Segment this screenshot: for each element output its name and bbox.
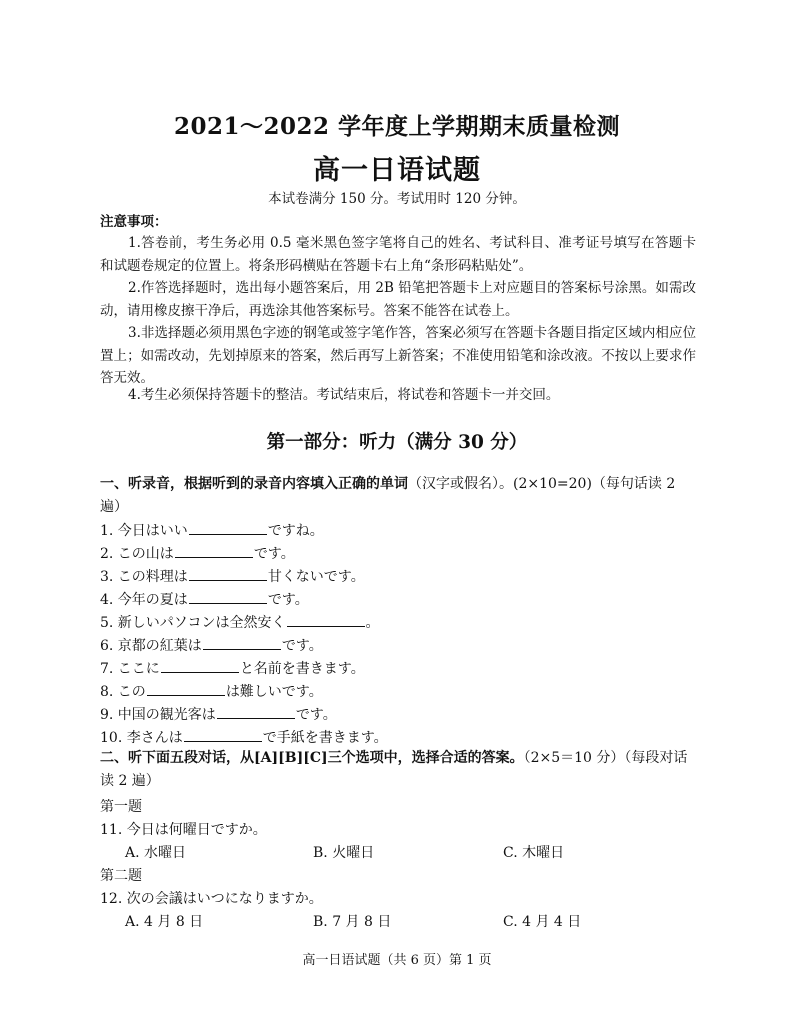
question-suffix: で手紙を書きます。	[262, 730, 388, 746]
option-b[interactable]: B. 7 月 8 日	[313, 914, 392, 930]
fill-question	[100, 566, 365, 586]
question-prefix: 6. 京都の紅葉は	[100, 638, 202, 654]
question-prefix: 1. 今日はいい	[100, 523, 188, 539]
option-b[interactable]: B. 火曜日	[313, 845, 375, 861]
question-suffix: 甘くないです。	[267, 569, 365, 585]
option-a[interactable]: A. 水曜日	[125, 845, 187, 861]
answer-blank[interactable]	[147, 682, 225, 696]
question-suffix: 。	[365, 615, 380, 631]
note-item-2: 2.作答选择题时，选出每小题答案后，用 2B 铅笔把答题卡上对应题目的答案标号涂黑。如需改动，请用橡皮擦干净后，再选涂其他答案标号。答案不能答在试卷上。	[100, 280, 696, 319]
exam-title: 2021～2022 学年度上学期期末质量检测	[173, 113, 621, 140]
section1-heading	[100, 473, 698, 519]
fill-question	[100, 543, 295, 563]
section2-heading-note: （2×5＝10 分）（每段对话读 2 遍）	[100, 750, 688, 789]
note-item-4: 4.考生必须保持答题卡的整洁。考试结束后，将试卷和答题卡一并交回。	[128, 387, 560, 403]
section2-heading	[100, 747, 698, 793]
answer-blank[interactable]	[217, 705, 295, 719]
fill-question	[100, 704, 337, 724]
question-suffix: ですね。	[267, 523, 324, 539]
mc-question: 11. 今日は何曜日ですか。	[100, 822, 267, 838]
section2-heading-bold: 二、听下面五段对话，从[A][B][C]三个选项中，选择合适的答案。	[100, 750, 524, 766]
dialogue-label: 第二题	[100, 868, 142, 884]
question-prefix: 3. この料理は	[100, 569, 188, 585]
answer-blank[interactable]	[189, 521, 267, 535]
exam-summary: 本试卷满分 150 分。考试用时 120 分钟。	[268, 191, 526, 207]
answer-blank[interactable]	[203, 636, 281, 650]
answer-blank[interactable]	[184, 728, 262, 742]
fill-question	[100, 727, 388, 747]
fill-question	[100, 589, 309, 609]
note-item-3: 3.非选择题必须用黑色字迹的钢笔或签字笔作答，答案必须写在答题卡各题目指定区域内相应位置上；如需改动，先划掉原来的答案，然后再写上新答案；不准使用铅笔和涂改液。不按以上要求作答无效。	[100, 325, 696, 387]
question-suffix: と名前を書きます。	[239, 661, 365, 677]
fill-question	[100, 612, 380, 632]
fill-question	[100, 520, 324, 540]
question-prefix: 2. この山は	[100, 546, 174, 562]
mc-question: 12. 次の会議はいつになりますか。	[100, 891, 323, 907]
question-prefix: 5. 新しいパソコンは全然安く	[100, 615, 286, 631]
option-c[interactable]: C. 木曜日	[503, 845, 565, 861]
question-prefix: 4. 今年の夏は	[100, 592, 188, 608]
question-suffix: です。	[267, 592, 309, 608]
question-suffix: です。	[281, 638, 323, 654]
option-c[interactable]: C. 4 月 4 日	[503, 914, 582, 930]
part1-title: 第一部分：听力（满分 30 分）	[266, 432, 528, 453]
question-prefix: 7. ここに	[100, 661, 160, 677]
note-item-1: 1.答卷前，考生务必用 0.5 毫米黑色签字笔将自己的姓名、考试科目、准考证号填写在答题卡和试题卷规定的位置上。将条形码横贴在答题卡右上角“条形码粘贴处”。	[100, 235, 696, 274]
fill-question	[100, 658, 365, 678]
section1-heading-note: （汉字或假名）。(2×10=20)（每句话读 2 遍）	[100, 476, 676, 515]
fill-question	[100, 681, 323, 701]
fill-question	[100, 635, 323, 655]
section1-heading-bold: 一、听录音，根据听到的录音内容填入正确的单词	[100, 476, 408, 492]
answer-blank[interactable]	[189, 590, 267, 604]
answer-blank[interactable]	[287, 613, 365, 627]
answer-blank[interactable]	[161, 659, 239, 673]
question-suffix: です。	[253, 546, 295, 562]
answer-blank[interactable]	[189, 567, 267, 581]
question-prefix: 8. この	[100, 684, 146, 700]
question-prefix: 10. 李さんは	[100, 730, 183, 746]
question-suffix: は難しいです。	[225, 684, 323, 700]
exam-subject-title: 高一日语试题	[313, 155, 481, 186]
option-a[interactable]: A. 4 月 8 日	[125, 914, 204, 930]
question-prefix: 9. 中国の観光客は	[100, 707, 216, 723]
answer-blank[interactable]	[175, 544, 253, 558]
notes-heading: 注意事项：	[100, 214, 168, 230]
dialogue-label: 第一题	[100, 799, 142, 815]
page-footer: 高一日语试题（共 6 页）第 1 页	[302, 953, 492, 968]
question-suffix: です。	[295, 707, 337, 723]
